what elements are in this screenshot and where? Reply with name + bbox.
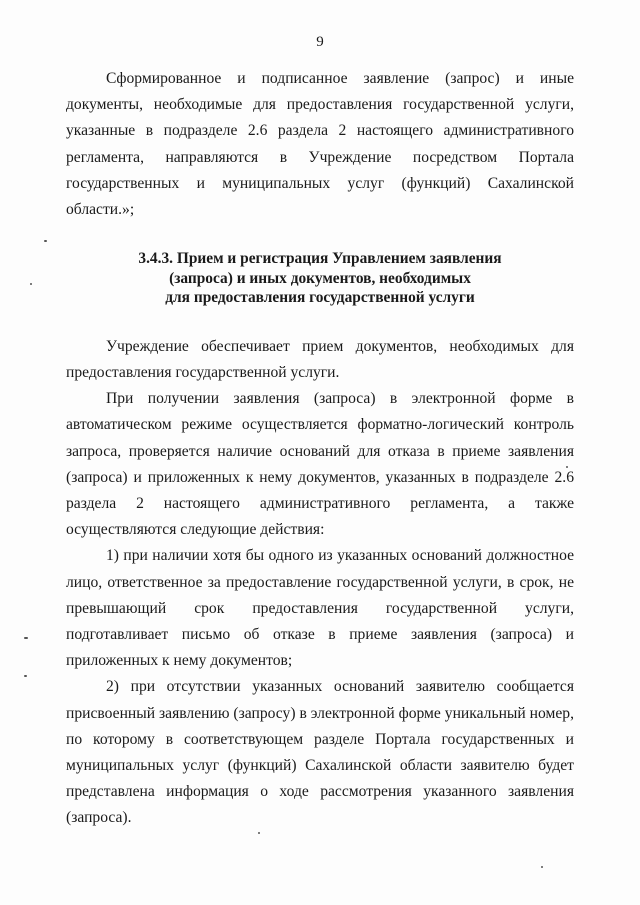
- scan-speck: [24, 675, 27, 677]
- document-body: [66, 66, 574, 832]
- scan-speck: [541, 866, 543, 868]
- paragraph-electronic-control: При получении заявления (запроса) в электронной форме в автоматическом режиме осуществляется форматно-логический контроль запроса, проверяется наличие оснований для отказа в приеме заявления (запроса) и приложенных к нему документов, указанных в подразделе 2.6 раздела 2 настоящего административного регламента, а также осуществляются следующие действия:: [66, 390, 574, 539]
- paragraph-item-1: 1) при наличии хотя бы одного из указанных оснований должностное лицо, ответственное за предоставление государственной услуги, в срок, не превышающий срок предоставления государственной услуги, подготавливает письмо об отказе в приеме заявления (запроса) и приложенных к нему документов;: [66, 547, 574, 670]
- heading-line: 3.4.3. Прием и регистрация Управлением заявления: [138, 250, 502, 268]
- spacer: [66, 308, 574, 334]
- scan-speck: [258, 832, 260, 834]
- paragraph-submitted-documents: Сформированное и подписанное заявление (запрос) и иные документы, необходимые для предоставления государственной услуги, указанные в подразделе 2.6 раздела 2 настоящего административного регламента, направляются в Учреждение посредством Портала государственных и муниципальных услуг (функций) Сахалинской области.»;: [66, 70, 574, 219]
- scan-speck: [44, 240, 47, 242]
- page-number: 9: [316, 34, 324, 50]
- scan-speck: [566, 466, 568, 468]
- paragraph-acceptance: Учреждение обеспечивает прием документов, необходимых для предоставления государственной услуги.: [66, 337, 574, 381]
- paragraph-item-2: 2) при отсутствии указанных оснований заявителю сообщается присвоенный заявлению (запросу) в электронной форме уникальный номер, по которому в соответствующем разделе Портала государственных и муниципальных услуг (функций) Сахалинской области заявителю будет представлена информация о ходе рассмотрения указанного заявления (запроса).: [66, 678, 574, 827]
- scan-speck: [30, 283, 32, 285]
- heading-line: (запроса) и иных документов, необходимых: [169, 269, 471, 287]
- heading-line: для предоставления государственной услуги: [165, 289, 475, 307]
- scan-speck: [24, 637, 28, 639]
- section-heading-3-4-3: [66, 249, 574, 308]
